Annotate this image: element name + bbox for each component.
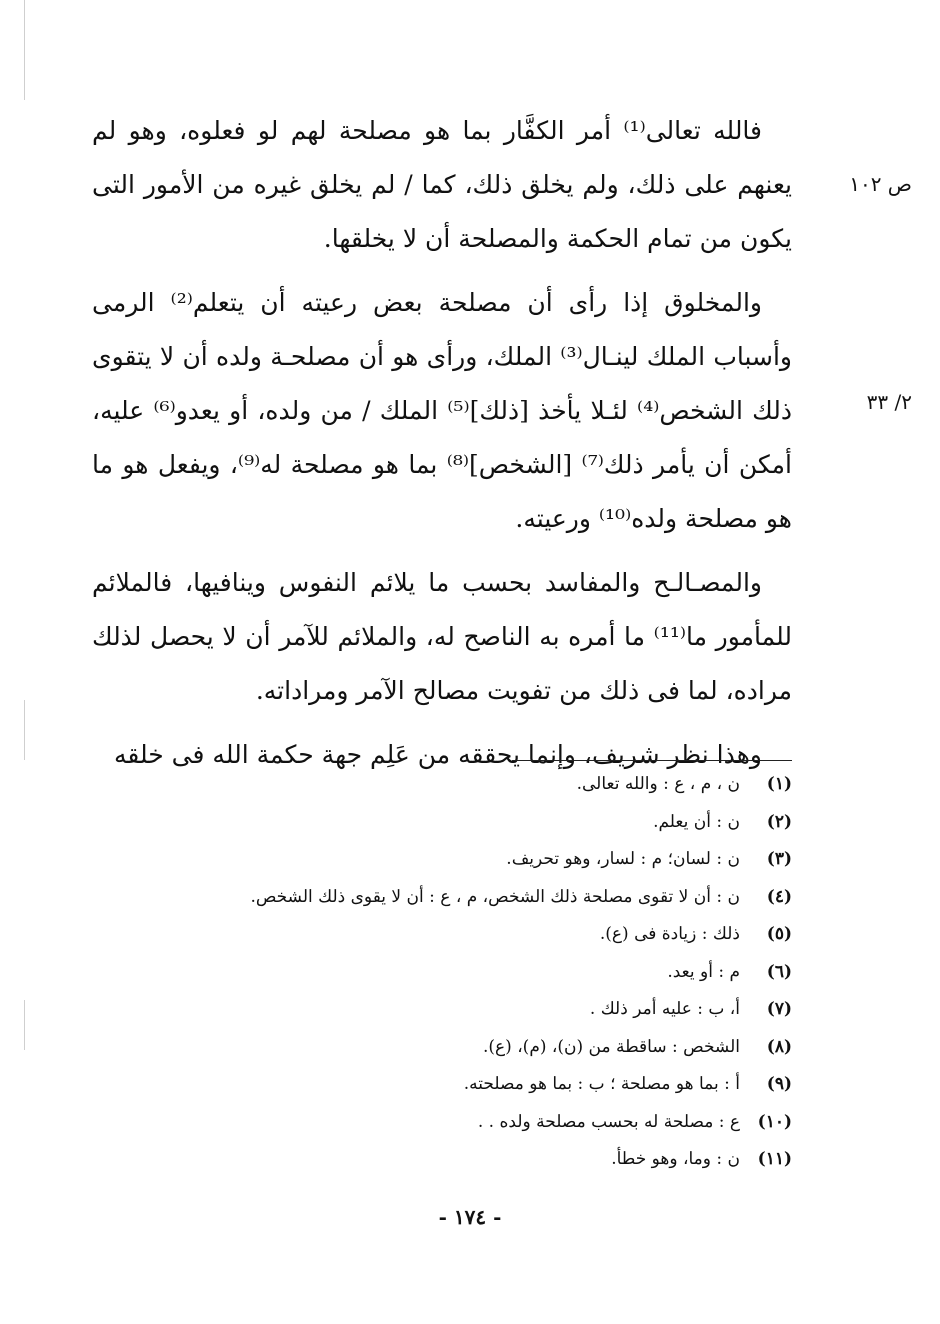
footnote-number: (٦) bbox=[766, 961, 792, 982]
footnote-number: (٧) bbox=[766, 999, 792, 1019]
footnote-text: ع : مصلحة له بحسب مصلحة ولده . . bbox=[477, 1111, 740, 1132]
scan-line bbox=[24, 1000, 25, 1050]
footnote-number: (٩) bbox=[766, 1074, 792, 1094]
footnote-text: ن : لسان؛ م : لسار، وهو تحريف. bbox=[506, 849, 740, 869]
footnote-number: (٤) bbox=[766, 886, 792, 907]
footnote bbox=[110, 804, 792, 842]
footnote bbox=[110, 916, 792, 954]
footnote bbox=[110, 954, 792, 992]
footnote-text: ن : وما، وهو خطأ. bbox=[611, 1149, 740, 1169]
footnote-number: (٢) bbox=[766, 811, 792, 832]
footnote bbox=[110, 1066, 792, 1104]
footnote bbox=[110, 1029, 792, 1067]
footnote-number: (٨) bbox=[766, 1036, 792, 1057]
footnote-number: (١٠) bbox=[757, 1111, 792, 1132]
footnote-number: (١١) bbox=[757, 1149, 792, 1169]
paragraph: فالله تعالى⁽¹⁾ أمر الكفَّار بما هو مصلحة لهم لو فعلوه، وهو لم يعنهم على ذلك، ولم يخلق ذلك، كما / لم يخلق غيره من الأمور التى يكون من تمام الحكمة والمصلحة أن لا يخلقها. bbox=[92, 116, 792, 253]
footnote-text: ن ، م ، ع : والله تعالى. bbox=[576, 774, 740, 794]
paragraph: والمصـالـح والمفاسد بحسب ما يلائم النفوس وينافيها، فالملائم للمأمور ما⁽¹¹⁾ ما أمره به الناصح له، والملائم للآمر أن لا يحصل لذلك مراده، لما فى ذلك من تفويت مصالح الآمر ومراداته. bbox=[92, 568, 792, 705]
footnotes bbox=[110, 766, 792, 1179]
margin-reference: ص ١٠٢ bbox=[849, 172, 912, 196]
footnote bbox=[110, 1104, 792, 1142]
footnote bbox=[110, 1141, 792, 1179]
footnote-separator bbox=[512, 760, 792, 761]
scan-line bbox=[24, 700, 25, 760]
footnote-number: (١) bbox=[766, 774, 792, 794]
footnote-text: ذلك : زيادة فى (ع). bbox=[599, 924, 740, 944]
footnote-text: أ : بما هو مصلحة ؛ ب : بما هو مصلحته. bbox=[463, 1074, 740, 1094]
scan-line bbox=[24, 0, 25, 100]
footnote-text: ن : أن يعلم. bbox=[653, 811, 740, 832]
footnote-number: (٥) bbox=[766, 924, 792, 944]
margin-reference: ٢/ ٣٣ bbox=[866, 390, 912, 414]
paragraph: والمخلوق إذا رأى أن مصلحة بعض رعيته أن يتعلم⁽²⁾ الرمى وأسباب الملك لينـال⁽³⁾ الملك، ورأى هو أن مصلحـة ولده أن لا يتقوى ذلك الشخص⁽⁴⁾ لئـلا يأخذ [ذلك]⁽⁵⁾ الملك / من ولده، أو يعدو⁽⁶⁾ عليه، أمكن أن يأمر ذلك⁽⁷⁾ [الشخص]⁽⁸⁾ بما هو مصلحة له⁽⁹⁾، ويفعل هو ما هو مصلحة ولده⁽¹⁰⁾ ورعيته. bbox=[92, 288, 792, 533]
footnote-text: ن : أن لا تقوى مصلحة ذلك الشخص، م ، ع : أن لا يقوى ذلك الشخص. bbox=[250, 886, 740, 907]
footnote bbox=[110, 841, 792, 879]
footnote-text: م : أو يعد. bbox=[667, 961, 740, 982]
footnote bbox=[110, 766, 792, 804]
footnote bbox=[110, 991, 792, 1029]
footnote-text: الشخص : ساقطة من (ن)، (م)، (ع). bbox=[482, 1036, 740, 1057]
footnote-text: أ، ب : عليه أمر ذلك . bbox=[589, 999, 740, 1019]
paragraph: وهذا نظر شريف، وإنما يحققه من عَلِم جهة حكمة الله فى خلقه bbox=[113, 740, 762, 769]
body-text bbox=[92, 104, 792, 792]
page-number: - ١٧٤ - bbox=[438, 1205, 502, 1229]
footnote bbox=[110, 879, 792, 917]
footnote-number: (٣) bbox=[766, 849, 792, 869]
